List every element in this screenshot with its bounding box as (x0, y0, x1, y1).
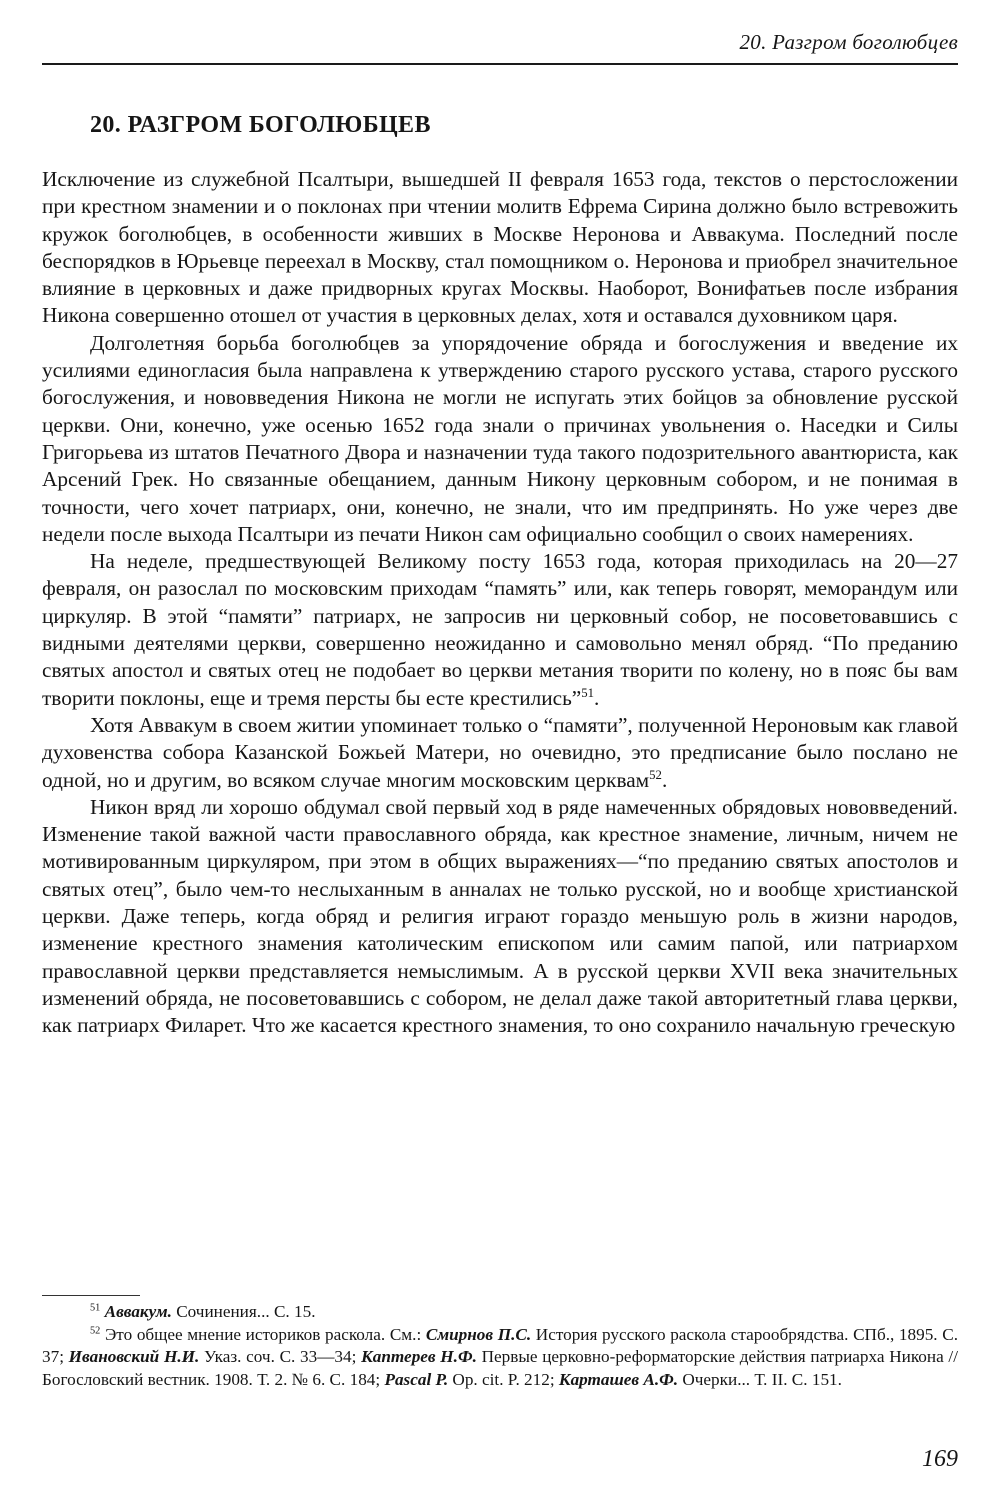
footnote-52-part-9: Op. cit. P. 212; (448, 1369, 559, 1389)
paragraph-4-end: . (661, 767, 668, 792)
paragraph-4-text: Хотя Аввакум в своем житии упоминает только о “памяти”, полученной Нероновым как главой духовенства собора Казанской Божьей Матери, но очевидно, это предписание было послано не одной, но и другим, во всяком случае многим московским церквам (42, 712, 958, 792)
footnote-52-part-3: История русского раскола старообрядства. СПб., 1895. С. 37; (42, 1324, 959, 1366)
footnote-52-part-8: Pascal P. (384, 1369, 449, 1389)
paragraph-2 (42, 330, 958, 548)
page-number: 169 (922, 1446, 958, 1472)
footnote-52-part-7: Первые церковно-реформаторские действия патриарха Никона // Богословский вестник. 1908. Т. 2. № 6. С. 184; (42, 1347, 958, 1389)
footnote-51-text: Сочинения... С. 15. (171, 1302, 316, 1321)
paragraph-2-text: Долголетняя борьба боголюбцев за упорядочение обряда и богослужения и введение их усилиями единогласия была направлена к утверждению старого русского устава, старого русского богослужения, и нововведения Никона не могли не испугать этих бойцов за обновление русской церкви. Они, конечно, уже осенью 1652 года знали о причинах увольнения о. Наседки и Силы Григорьева из штатов Печатного Двора и назначении туда такого подозрительного авантюриста, как Арсений Грек. Но связанные обещанием, данным Никону церковным собором, и не понимая в точности, чего хочет патриарх, они, конечно, не знали, что им предпринять. Но уже через две недели после выхода Псалтыри из печати Никон сам официально сообщил о своих намерениях. (42, 330, 958, 546)
paragraph-1 (42, 166, 958, 330)
footnote-51-number: 51 (90, 1302, 101, 1314)
body-text (42, 166, 958, 1040)
footnote-ref-51: 51 (581, 685, 594, 700)
footnote-51 (42, 1301, 958, 1324)
paragraph-5 (42, 794, 958, 1040)
paragraph-5-text: Никон вряд ли хорошо обдумал свой первый ход в ряде намеченных обрядовых нововведений. Изменение такой важной части православного обряда, как крестное знамение, личным, ничем не мотивированным циркуляром, при этом в общих выражениях—“по преданию святых апостолов и святых отец”, было чем-то неслыханным в анналах не только русской, но и вообще христианской церкви. Даже теперь, когда обряд и религия играют гораздо меньшую роль в жизни народов, изменение крестного знамения католическим епископом или самим папой, или патриархом православной церкви представляется немыслимым. А в русской церкви XVII века значительных изменений обряда, не посоветовавшись с собором, не делал даже такой авторитетный глава церкви, как патриарх Филарет. Что же касается крестного знамения, то оно сохранило начальную греческую (42, 794, 958, 1038)
running-head: 20. Разгром боголюбцев (739, 30, 958, 54)
paragraph-4 (42, 712, 958, 794)
footnote-52-part-1: Это общее мнение историков раскола. См.: (104, 1324, 426, 1344)
paragraph-3-end: . (594, 685, 600, 710)
footnote-52-part-11: Очерки... Т. II. С. 151. (678, 1369, 842, 1389)
paragraph-3-text: На неделе, предшествующей Великому посту 1653 года, которая приходилась на 20—27 февраля, он разослал по московским приходам “память” или, как теперь говорят, меморандум или циркуляр. В этой “памяти” патриарх, не запросив ни церковный собор, не посоветовавшись с видными деятелями церкви, совершенно неожиданно и самовольно менял обряд. “По преданию святых апостол и святых отец не подобает во церкви метания творити по колену, но в пояс бы вам творити поклоны, еще и тремя персты бы есте крестились” (42, 549, 958, 710)
footnote-52-part-6: Каптерев Н.Ф. (361, 1347, 477, 1366)
book-page (42, 0, 958, 1508)
footnote-51-author: Аввакум. (104, 1302, 172, 1321)
chapter-title: 20. РАЗГРОМ БОГОЛЮБЦЕВ (90, 112, 431, 138)
paragraph-3 (42, 548, 958, 712)
footnote-52-number: 52 (90, 1324, 101, 1336)
footnote-52 (42, 1324, 958, 1392)
footnote-52-part-2: Смирнов П.С. (425, 1324, 532, 1344)
footnotes (42, 1301, 958, 1391)
footnote-ref-52: 52 (649, 767, 662, 782)
footnote-separator (42, 1295, 140, 1296)
footnote-52-part-10: Карташев А.Ф. (558, 1369, 679, 1389)
paragraph-1-text: Исключение из служебной Псалтыри, вышедшей II февраля 1653 года, текстов о перстосложении при крестном знамении и о поклонах при чтении молитв Ефрема Сирина должно было встревожить кружок боголюбцев, в особенности живших в Москве Неронова и Аввакума. Последний после беспорядков в Юрьевце переехал в Москву, стал помощником о. Неронова и приобрел значительное влияние в церковных и даже придворных кругах Москвы. Наоборот, Вонифатьев после избрания Никона совершенно отошел от участия в церковных делах, хотя и оставался духовником царя. (42, 167, 958, 328)
footnote-52-part-4: Ивановский Н.И. (68, 1347, 200, 1366)
header-rule (42, 63, 958, 65)
footnote-52-part-5: Указ. соч. С. 33—34; (199, 1347, 362, 1366)
